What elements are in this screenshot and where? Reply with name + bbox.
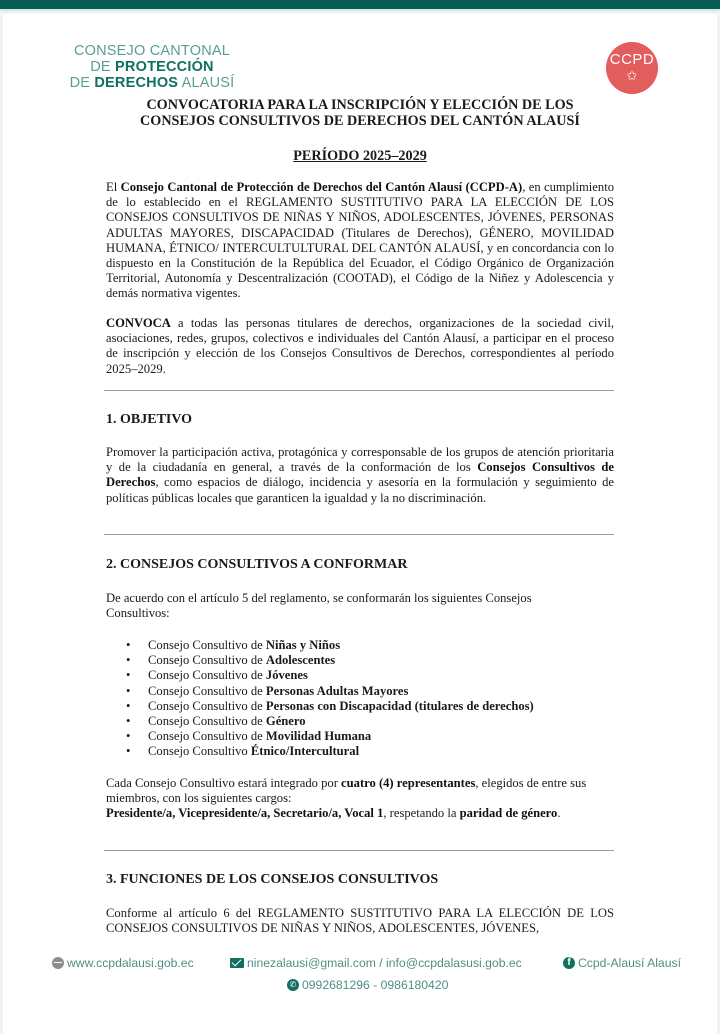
- section-2-intro: De acuerdo con el artículo 5 del reglamento, se conformarán los siguientes Consejos Consultivos:: [106, 591, 532, 621]
- consejo-list-item: [126, 744, 534, 759]
- logo-line-2-bold: PROTECCIÓN: [115, 59, 214, 75]
- title-line-2: CONSEJOS CONSULTIVOS DE DERECHOS DEL CANTÓN ALAUSÍ: [140, 113, 580, 129]
- consejo-name: Personas Adultas Mayores: [265, 683, 409, 698]
- roles-end: .: [557, 806, 561, 821]
- website-text: www.ccpdalausi.gob.ec: [67, 956, 194, 970]
- intro-paragraph: [106, 180, 614, 302]
- logo-line-2: [62, 59, 242, 75]
- convoca-text: a todas las personas titulares de derechos, organizaciones de la sociedad civil, asociaciones, redes, grupos, colectivos e individuales del Cantón Alausí, a participar en el proceso de inscripción y elección de los Consejos Consultivos de Derechos, correspondientes al período 2025–2029.: [106, 316, 614, 376]
- divider: [104, 534, 614, 535]
- consejo-name: Étnico/Intercultural: [250, 744, 360, 759]
- consejo-list-item: [126, 699, 534, 714]
- logo-line-3: [62, 75, 242, 91]
- bullet-icon: •: [126, 653, 131, 668]
- bullet-icon: •: [126, 638, 131, 652]
- section-3-paragraph: Conforme al artículo 6 del REGLAMENTO SUSTITUTIVO PARA LA ELECCIÓN DE LOS CONSEJOS CONSULTIVOS DE NIÑAS Y NIÑOS, ADOLESCENTES, JÓVENES,: [106, 906, 614, 936]
- document-title: [100, 97, 620, 129]
- logo-line-3-suffix: ALAUSÍ: [178, 75, 235, 91]
- bullet-icon: •: [126, 714, 131, 729]
- logo-line-3-prefix: DE: [69, 75, 95, 91]
- consejo-prefix: Consejo Consultivo: [148, 744, 251, 759]
- roles-text: , respetando la: [383, 806, 460, 821]
- intro-text-bold: Consejo Cantonal de Protección de Derechos del Cantón Alausí (CCPD-A): [120, 180, 523, 194]
- composition-text-c: , elegidos de entre sus miembros, con los siguientes cargos:: [106, 776, 587, 806]
- intro-text-a: El: [106, 180, 121, 194]
- bullet-icon: •: [126, 744, 131, 759]
- roles-parity-bold: paridad de género: [459, 806, 558, 821]
- consejo-prefix: Consejo Consultivo de: [148, 729, 266, 744]
- section-3-heading: 3. FUNCIONES DE LOS CONSEJOS CONSULTIVOS: [106, 872, 439, 887]
- facebook-link[interactable]: [563, 956, 681, 970]
- consejo-list-item: [126, 714, 534, 729]
- consejo-name: Género: [265, 714, 306, 729]
- facebook-text: Ccpd-Alausí Alausí: [578, 956, 681, 970]
- organization-logo-text: [62, 43, 242, 91]
- period-heading: [100, 148, 620, 165]
- consejo-name: Personas con Discapacidad (titulares de derechos): [265, 698, 534, 713]
- website-link[interactable]: [52, 956, 194, 970]
- bullet-icon: •: [126, 683, 131, 698]
- logo-line-2-prefix: DE: [90, 59, 116, 75]
- consejo-prefix: Consejo Consultivo de: [148, 698, 266, 713]
- bullet-icon: •: [126, 698, 131, 713]
- logo-line-3-bold: DERECHOS: [94, 75, 179, 91]
- consejo-list-item: [126, 729, 534, 744]
- divider: [104, 850, 614, 851]
- objective-text-a: Promover la participación activa, protagónica y corresponsable de los grupos de atención prioritaria y de la ciudadanía en general, a través de la conformación de los: [106, 445, 614, 475]
- consejo-prefix: Consejo Consultivo de: [148, 638, 266, 652]
- objective-paragraph: [106, 445, 614, 506]
- page-edge-left: [0, 15, 3, 1034]
- email-text: ninezalausi@gmail.com / info@ccpdalasusi.gob.ec: [247, 956, 522, 970]
- consejo-prefix: Consejo Consultivo de: [148, 653, 266, 668]
- roles-bold: Presidente/a, Vicepresidente/a, Secretario/a, Vocal 1: [106, 806, 384, 821]
- phone-link[interactable]: [287, 978, 448, 992]
- objective-text-c: , como espacios de diálogo, incidencia y asesoría en la formulación y seguimiento de políticas públicas locales que garanticen la igualdad y la no discriminación.: [106, 475, 614, 505]
- consejo-name: Niñas y Niños: [265, 638, 341, 652]
- divider: [104, 390, 614, 391]
- mail-icon: [230, 958, 244, 968]
- header-band: [0, 0, 720, 9]
- logo-line-1: CONSEJO CANTONAL: [73, 43, 231, 59]
- person-star-icon: ✩: [626, 68, 638, 83]
- consejo-prefix: Consejo Consultivo de: [148, 668, 266, 683]
- composition-text-bold: cuatro (4) representantes: [341, 776, 476, 790]
- period-text: PERÍODO 2025–2029: [293, 148, 427, 164]
- ccpd-logo-text: CCPD: [609, 51, 655, 68]
- consejo-prefix: Consejo Consultivo de: [148, 714, 266, 729]
- convoca-bold: CONVOCA: [106, 316, 171, 330]
- title-line-1: CONVOCATORIA PARA LA INSCRIPCIÓN Y ELECCIÓN DE LOS: [146, 97, 574, 113]
- email-link[interactable]: [230, 956, 522, 970]
- convoca-paragraph: [106, 316, 614, 377]
- consejo-name: Movilidad Humana: [265, 729, 372, 744]
- phone-text: 0992681296 - 0986180420: [302, 978, 449, 992]
- consejo-list-item: [126, 638, 534, 653]
- composition-paragraph: [106, 776, 614, 822]
- facebook-icon: f: [563, 957, 575, 969]
- consejo-list-item: [126, 653, 534, 668]
- consejo-list-item: [126, 684, 534, 699]
- consejo-name: Adolescentes: [265, 653, 336, 668]
- composition-text-a: Cada Consejo Consultivo estará integrado por: [106, 776, 342, 790]
- consejos-list: [126, 638, 534, 760]
- phone-icon: ✆: [287, 979, 299, 991]
- ccpd-logo-badge: [606, 42, 658, 94]
- section-2-heading: 2. CONSEJOS CONSULTIVOS A CONFORMAR: [106, 557, 408, 572]
- header-shadow: [0, 9, 720, 15]
- bullet-icon: •: [126, 668, 131, 683]
- bullet-icon: •: [126, 729, 131, 744]
- consejo-name: Jóvenes: [265, 668, 308, 683]
- consejo-list-item: [126, 668, 534, 683]
- objective-text-bold: Consejos Consultivos de Derechos: [106, 460, 615, 490]
- section-1-heading: 1. OBJETIVO: [106, 412, 193, 427]
- globe-icon: [52, 957, 64, 969]
- consejo-prefix: Consejo Consultivo de: [148, 683, 266, 698]
- intro-text-c: , en cumplimiento de lo establecido en el REGLAMENTO SUSTITUTIVO PARA LA ELECCIÓN DE LOS CONSEJOS CONSULTIVOS DE NIÑAS Y NIÑOS, ADOLESCENTES, JÓVENES, PERSONAS ADULTAS MAYORES, DISCAPACIDAD (Titulares de Derechos), GÉNERO, MOVILIDAD HUMANA, ÉTNICO/ INTERCULTULTURAL DEL CANTÓN ALAUSÍ, y en concordancia con lo dispuesto en la Constitución de la República del Ecuador, el Código Orgánico de Organización Territorial, Autonomía y Descentralización (COOTAD), el Código de la Niñez y Adolescencia y demás normativa vigentes.: [106, 180, 614, 301]
